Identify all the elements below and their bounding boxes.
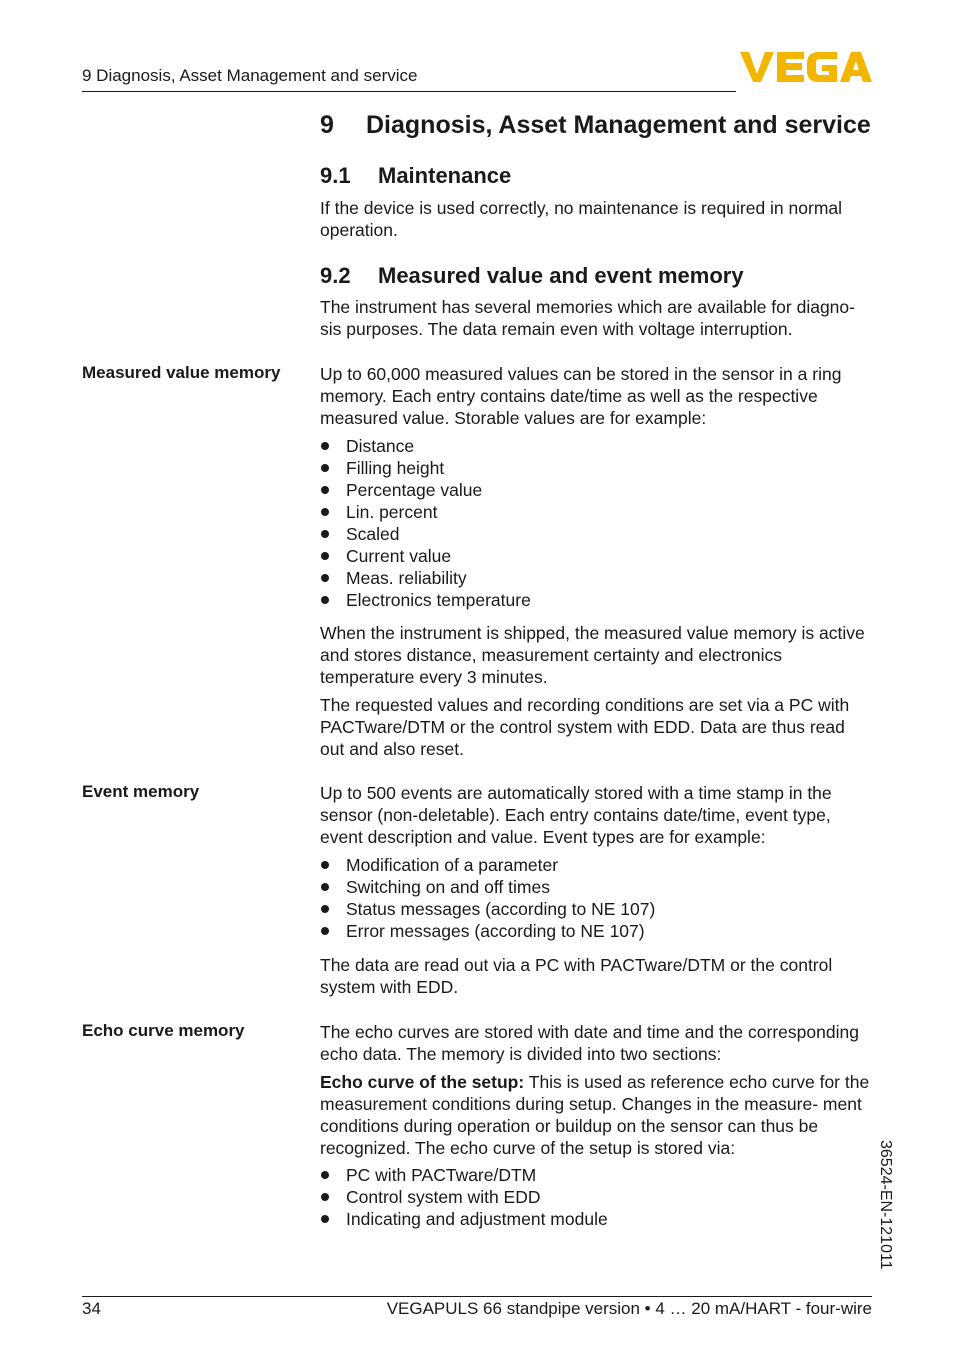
list-item: Status messages (according to NE 107)	[320, 898, 872, 920]
list-item: PC with PACTware/DTM	[320, 1164, 872, 1186]
section-number: 9.2	[320, 263, 351, 288]
event-memory-para-1: The data are read out via a PC with PACTware/DTM or the control system with EDD.	[320, 955, 833, 997]
section-heading-maintenance	[320, 163, 511, 189]
echo-curve-memory-text: The echo curves are stored with date and time and the corresponding echo data. The memory is divided into two sections:	[320, 1022, 859, 1064]
section-title: Maintenance	[378, 163, 512, 188]
list-item: Meas. reliability	[320, 567, 872, 589]
section-number: 9.1	[320, 163, 351, 188]
running-header: 9 Diagnosis, Asset Management and service	[82, 66, 418, 85]
side-label-measured-value-memory: Measured value memory	[82, 363, 281, 382]
measured-value-memory-text: Up to 60,000 measured values can be stored in the sensor in a ring memory. Each entry contains date/time as well as the respective measured value. Storable values are for example:	[320, 364, 842, 428]
list-item: Switching on and off times	[320, 876, 872, 898]
echo-curve-setup-para	[320, 1071, 872, 1159]
memory-intro: The instrument has several memories which are available for diagno- sis purposes. The data remain even with voltage interruption.	[320, 297, 855, 339]
list-item: Indicating and adjustment module	[320, 1208, 872, 1230]
section-heading-memory	[320, 263, 744, 289]
side-label-echo-curve-memory: Echo curve memory	[82, 1021, 245, 1040]
list-item: Control system with EDD	[320, 1186, 872, 1208]
document-id: 36524-EN-121011	[877, 1140, 894, 1270]
event-memory-text: Up to 500 events are automatically stored with a time stamp in the sensor (non-deletable). Each entry contains date/time, event type, event description and value. Event types are for example:	[320, 783, 832, 847]
chapter-number: 9	[320, 111, 334, 139]
list-item: Current value	[320, 545, 872, 567]
list-item: Distance	[320, 435, 872, 457]
vega-logo-icon	[740, 50, 874, 84]
page-number: 34	[82, 1299, 101, 1318]
footer-divider	[82, 1296, 872, 1297]
measured-value-para-2: The requested values and recording conditions are set via a PC with PACTware/DTM or the control system with EDD. Data are thus read out and also reset.	[320, 695, 850, 759]
echo-curve-storage-list	[320, 1164, 872, 1230]
section-title: Measured value and event memory	[378, 263, 744, 288]
list-item: Percentage value	[320, 479, 872, 501]
list-item: Scaled	[320, 523, 872, 545]
echo-curve-setup-text: This is used as reference echo curve for the measurement conditions during setup. Changes in the measure- ment conditions during operation or buildup on the sensor can thus be recognized. The echo curve of the setup is stored via:	[320, 1072, 870, 1158]
list-item: Electronics temperature	[320, 589, 872, 611]
list-item: Modification of a parameter	[320, 854, 872, 876]
list-item: Lin. percent	[320, 501, 872, 523]
measured-value-list	[320, 435, 872, 611]
chapter-title: Diagnosis, Asset Management and service	[366, 111, 871, 139]
list-item: Error messages (according to NE 107)	[320, 920, 872, 942]
header-divider	[82, 91, 736, 92]
footer-product-title: VEGAPULS 66 standpipe version • 4 … 20 mA/HART - four-wire	[386, 1299, 872, 1318]
list-item: Filling height	[320, 457, 872, 479]
event-type-list	[320, 854, 872, 942]
maintenance-text: If the device is used correctly, no maintenance is required in normal operation.	[320, 198, 843, 240]
echo-curve-setup-term: Echo curve of the setup:	[320, 1072, 525, 1092]
side-label-event-memory: Event memory	[82, 782, 200, 801]
chapter-heading	[320, 111, 871, 140]
vega-logo	[740, 50, 874, 84]
measured-value-para-1: When the instrument is shipped, the measured value memory is active and stores distance, measurement certainty and electronics temperature every 3 minutes.	[320, 623, 865, 687]
